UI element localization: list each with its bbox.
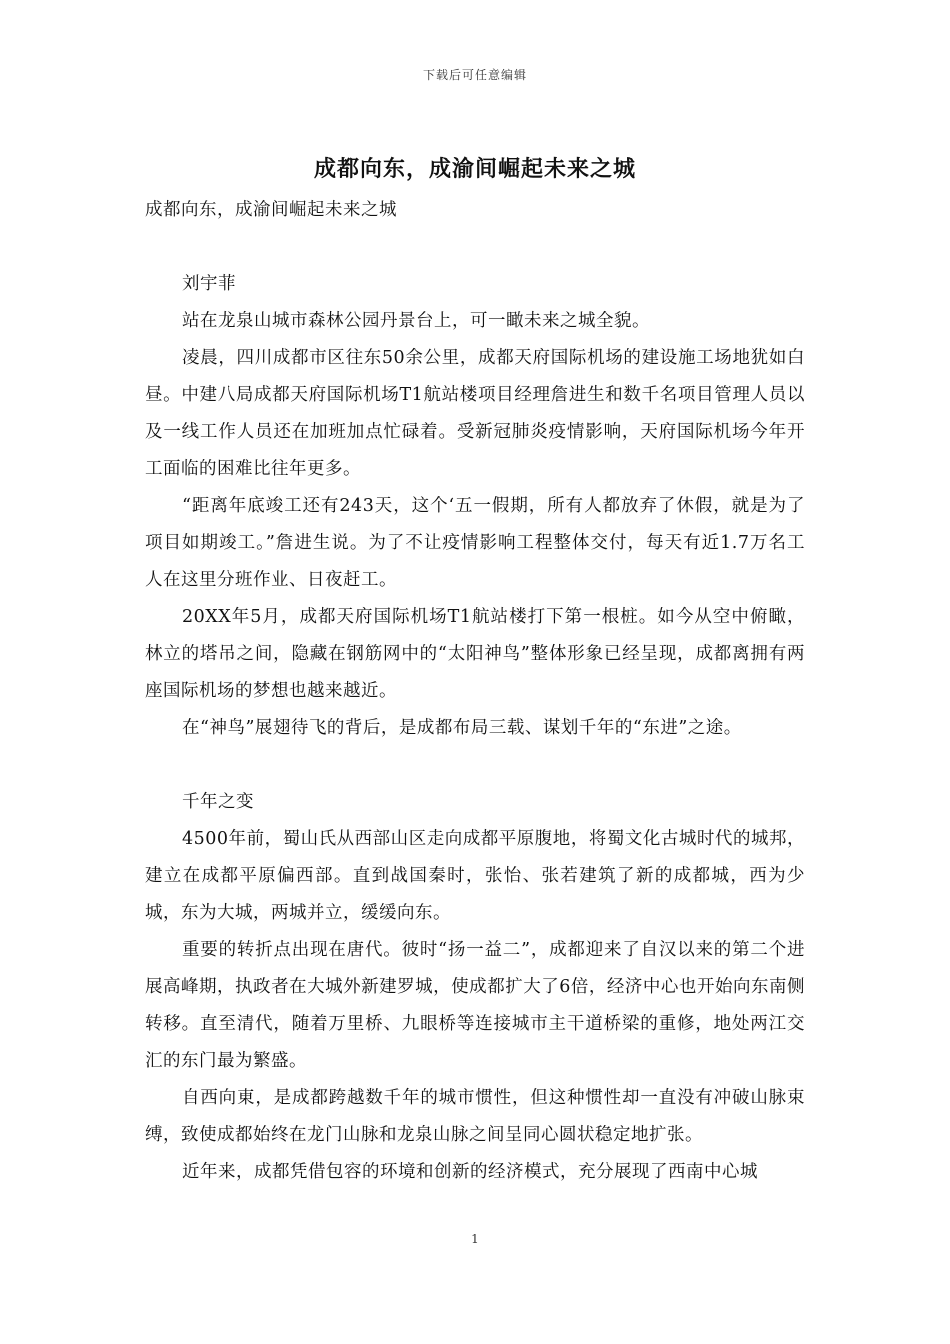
body-paragraph: 近年来，成都凭借包容的环境和创新的经济模式，充分展现了西南中心城: [182, 1162, 758, 1182]
body-paragraph: 重要的转折点出现在唐代。彼时“扬一益二”，成都迎来了自汉以来的第二个进展高峰期，执政者在大城外新建罗城，使成都扩大了6倍，经济中心也开始向东南侧转移。直至清代，随着万里桥、九眼桥等连接城市主干道桥梁的重修，地处两江交汇的东门最为繁盛。: [145, 940, 805, 1071]
document-body: [145, 192, 805, 1191]
page-header-note: 下载后可任意编辑: [422, 68, 527, 82]
body-paragraph: “距离年底竣工还有243天，这个‘五一假期，所有人都放弃了休假，就是为了项目如期竣工。”詹进生说。为了不让疫情影响工程整体交付，每天有近1.7万名工人在这里分班作业、日夜赶工。: [145, 496, 805, 590]
document-title: 成都向东，成渝间崛起未来之城: [313, 156, 636, 182]
body-paragraph: 自西向東，是成都跨越数千年的城市惯性，但这种惯性却一直没有冲破山脉束缚，致使成都始终在龙门山脉和龙泉山脉之间呈同心圆状稳定地扩张。: [145, 1088, 805, 1145]
body-paragraph: 凌晨，四川成都市区往东50余公里，成都天府国际机场的建设施工场地犹如白昼。中建八局成都天府国际机场T1航站楼项目经理詹进生和数千名项目管理人员以及一线工作人员还在加班加点忙碌着。受新冠肺炎疫情影响，天府国际机场今年开工面临的困难比往年更多。: [145, 348, 805, 479]
body-paragraph: 在“神鸟”展翅待飞的背后，是成都布局三载、谋划千年的“东进”之途。: [182, 718, 742, 738]
body-paragraph: 20XX年5月，成都天府国际机场T1航站楼打下第一根桩。如今从空中俯瞰，林立的塔吊之间，隐藏在钢筋网中的“太阳神鸟”整体形象已经呈现，成都离拥有两座国际机场的梦想也越来越近。: [145, 607, 805, 701]
section-heading: 千年之变: [182, 792, 254, 812]
page-number: 1: [471, 1232, 479, 1246]
body-paragraph: 站在龙泉山城市森林公园丹景台上，可一瞰未来之城全貌。: [182, 311, 650, 331]
subtitle-line: 成都向东，成渝间崛起未来之城: [145, 200, 397, 220]
body-paragraph: 4500年前，蜀山氏从西部山区走向成都平原腹地，将蜀文化古城时代的城邦，建立在成都平原偏西部。直到战国秦时，张怡、张若建筑了新的成都城，西为少城，东为大城，两城并立，缓缓向东。: [145, 829, 805, 923]
author-line: 刘宇菲: [182, 274, 236, 294]
